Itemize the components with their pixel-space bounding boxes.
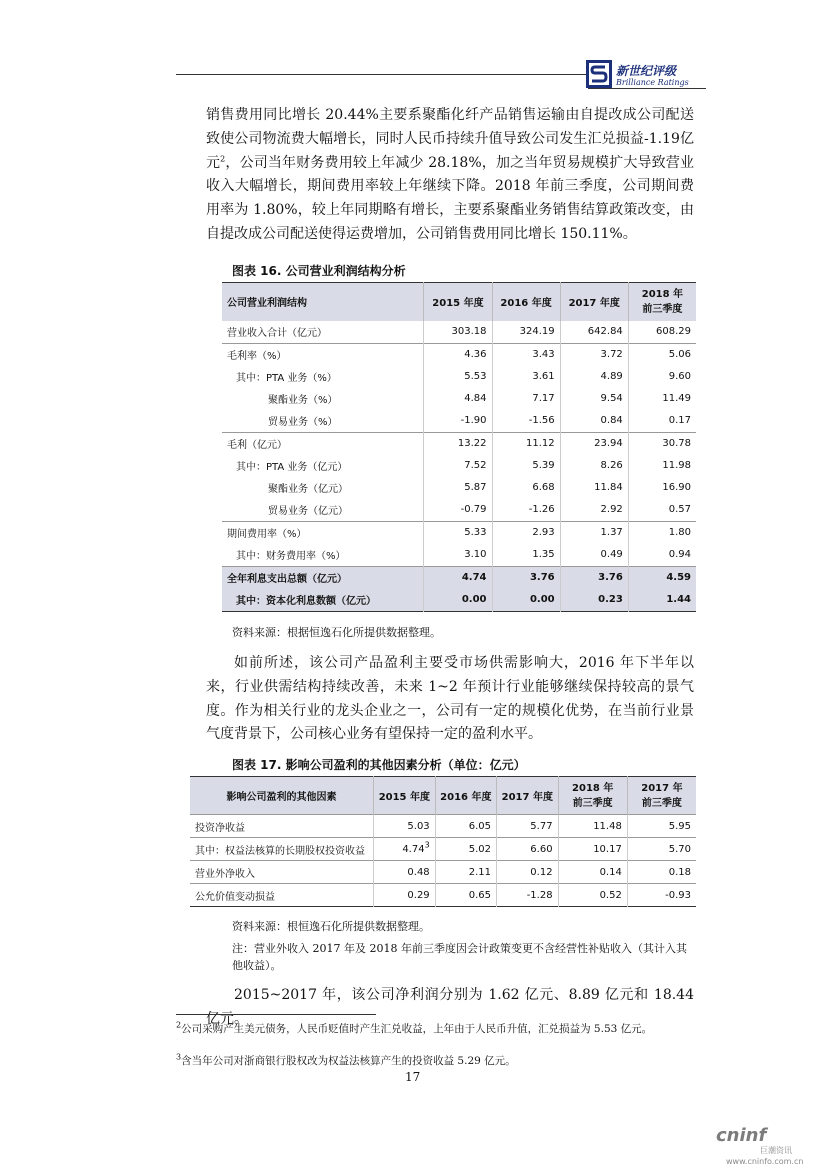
table-row [190, 884, 696, 907]
table-17-cell: 5.03 [374, 815, 436, 838]
table-16-cell: 3.76 [560, 566, 628, 589]
table-16-row-label: 毛利率（%） [222, 343, 424, 366]
table-16-cell: 7.17 [492, 388, 560, 410]
table-17-row-label: 投资净收益 [190, 815, 374, 838]
table-17-row-label: 公允价值变动损益 [190, 884, 374, 907]
table-16-cell: 608.29 [628, 321, 696, 344]
table-17-cell: 0.29 [374, 884, 436, 907]
table-row [222, 410, 696, 433]
paragraph-1-text-a: 销售费用同比增长 20.44%主要系聚酯化纤产品销售运输由自提改成公司配送致使公司物流费大幅增长，同时人民币持续升值导致公司发生汇兑损益-1.19亿元 [206, 107, 694, 171]
table-row [222, 432, 696, 455]
table-17-note: 注：营业外收入 2017 年及 2018 年前三季度因会计政策变更不含经营性补贴收入（其计入其他收益）。 [232, 942, 687, 972]
table-16-cell: 9.54 [560, 388, 628, 410]
table-17-cell: 5.02 [435, 838, 496, 861]
watermark-logo: cninf [716, 1125, 767, 1146]
table-17-cell: 10.17 [558, 838, 627, 861]
table-16-header-1: 2015 年度 [424, 283, 492, 321]
table-row [190, 861, 696, 884]
table-17-header-5: 2017 年 前三季度 [627, 777, 696, 815]
footnote-2-num: 2 [176, 1020, 182, 1030]
table-16-row-label: 贸易业务（%） [268, 417, 338, 428]
table-17-cell: 6.60 [497, 838, 559, 861]
brand-logo-icon [586, 60, 612, 88]
table-17-cell: -1.28 [497, 884, 559, 907]
table-17-cell: 5.70 [627, 838, 696, 861]
page-number: 17 [405, 1070, 421, 1084]
paragraph-3-text: 2015~2017 年，该公司净利润分别为 1.62 亿元、8.89 亿元和 18.44 亿元。 [206, 987, 694, 1027]
table-16-cell: -1.90 [424, 410, 492, 433]
footnote-2-text: 公司采购产生美元债务，人民币贬值时产生汇兑收益，上年由于人民币升值，汇兑损益为 5.53 亿元。 [181, 1023, 653, 1035]
table-16-cell: 4.36 [424, 343, 492, 366]
table-row [222, 521, 696, 544]
footnote-2 [176, 1022, 696, 1037]
table-16-cell: 0.23 [560, 589, 628, 612]
table-16-cell: 3.61 [492, 366, 560, 388]
table-16-cell: 11.49 [628, 388, 696, 410]
figure-17-title: 图表 17. 影响公司盈利的其他因素分析（单位：亿元） [232, 758, 526, 772]
table-16-row-label: 聚酯业务（%） [268, 395, 338, 406]
table-16-cell: 11.84 [560, 477, 628, 499]
table-16-cell: 23.94 [560, 432, 628, 455]
paragraph-2-text: 如前所述，该公司产品盈利主要受市场供需影响大，2016 年下半年以来，行业供需结构持续改善，未来 1~2 年预计行业能够继续保持较高的景气度。作为相关行业的龙头企业之一，公司有一定的规模化优势，在当前行业景气度背景下，公司核心业务有望保持一定的盈利水平。 [206, 655, 694, 743]
footnote-rule [176, 1014, 376, 1015]
table-17-cell: 0.14 [558, 861, 627, 884]
table-17-header-0: 影响公司盈利的其他因素 [190, 777, 374, 815]
table-16-cell: 4.89 [560, 366, 628, 388]
footnote-3-text: 含当年公司对浙商银行股权改为权益法核算产生的投资收益 5.29 亿元。 [181, 1055, 516, 1067]
table-17-cell: 0.18 [627, 861, 696, 884]
table-16-cell: 2.92 [560, 499, 628, 522]
brand-logo-en: Brilliance Ratings [616, 78, 689, 87]
table-16-cell: -1.26 [492, 499, 560, 522]
table-17-cell [374, 838, 436, 861]
table-16-cell: 0.94 [628, 544, 696, 567]
table-16-cell: 0.00 [492, 589, 560, 612]
table-16-header-3: 2017 年度 [560, 283, 628, 321]
table-16-cell: 8.26 [560, 455, 628, 477]
table-16-row-label: 其中：PTA 业务（亿元） [236, 462, 348, 473]
table-16-cell: 4.59 [628, 566, 696, 589]
table-row [222, 366, 696, 388]
table-16-cell: 4.84 [424, 388, 492, 410]
table-16-cell: 3.10 [424, 544, 492, 567]
table-17-cell: 11.48 [558, 815, 627, 838]
table-17-cell: 5.95 [627, 815, 696, 838]
brand-logo-cn: 新世纪评级 [616, 64, 677, 78]
table-16-cell: 9.60 [628, 366, 696, 388]
watermark-cn: 巨潮资讯 [760, 1146, 792, 1155]
figure-16-title: 图表 16. 公司营业利润结构分析 [232, 264, 406, 278]
table-row [222, 566, 696, 589]
table-16-row-label: 其中：PTA 业务（%） [236, 373, 337, 384]
table-17 [190, 776, 696, 907]
table-16-cell: -0.79 [424, 499, 492, 522]
table-17-header-2: 2016 年度 [435, 777, 496, 815]
table-row [222, 388, 696, 410]
table-17-header-4: 2018 年 前三季度 [558, 777, 627, 815]
watermark-url: www.cninfo.com.cn [726, 1157, 804, 1166]
table-row [190, 838, 696, 861]
table-16-cell: 3.76 [492, 566, 560, 589]
table-16-cell: 5.53 [424, 366, 492, 388]
paragraph-1-text-b: ，公司当年财务费用较上年减少 28.18%，加之当年贸易规模扩大导致营业收入大幅增长，期间费用率较上年继续下降。2018 年前三季度，公司期间费用率为 1.80%，较上年同期略有增长，主要系聚酯业务销售结算政策改变，由自提改成公司配送使得运费增加，公司销售费用同比增长 150.11%。 [206, 154, 695, 242]
table-16-header-2: 2016 年度 [492, 283, 560, 321]
table-16-header-0: 公司营业利润结构 [222, 283, 424, 321]
brand-logo [586, 60, 706, 92]
table-16-source: 资料来源：根据恒逸石化所提供数据整理。 [232, 626, 441, 639]
table-row [222, 343, 696, 366]
table-16-cell: 1.80 [628, 521, 696, 544]
table-16-row-label: 其中：资本化利息数额（亿元） [222, 589, 424, 612]
table-16-row-label: 毛利（亿元） [222, 432, 424, 455]
header-rule [176, 74, 588, 75]
table-16-cell: 13.22 [424, 432, 492, 455]
watermark [716, 1125, 820, 1166]
table-16-cell: 30.78 [628, 432, 696, 455]
table-16-cell: 16.90 [628, 477, 696, 499]
table-17-cell: 0.65 [435, 884, 496, 907]
table-16-cell: 1.35 [492, 544, 560, 567]
table-row [222, 499, 696, 522]
table-17-cell: 0.52 [558, 884, 627, 907]
footnote-ref-2: 2 [220, 153, 226, 163]
table-16-cell: 3.72 [560, 343, 628, 366]
table-17-cell: 0.12 [497, 861, 559, 884]
footnote-3-num: 3 [176, 1052, 182, 1062]
table-17-cell: 5.77 [497, 815, 559, 838]
table-16-cell: 4.74 [424, 566, 492, 589]
table-16-row-label: 其中：财务费用率（%） [236, 551, 346, 562]
table-16-cell: 5.39 [492, 455, 560, 477]
table-16-row-label: 聚酯业务（亿元） [268, 484, 348, 495]
table-17-row-label: 营业外净收入 [190, 861, 374, 884]
table-16-cell: 642.84 [560, 321, 628, 344]
table-16-cell: 11.98 [628, 455, 696, 477]
table-16-row-label: 全年利息支出总额（亿元） [222, 566, 424, 589]
table-16-header-4: 2018 年 前三季度 [628, 283, 696, 321]
table-16-cell: 324.19 [492, 321, 560, 344]
table-row [222, 455, 696, 477]
table-16-cell: 0.49 [560, 544, 628, 567]
table-16-cell: 5.06 [628, 343, 696, 366]
table-row [190, 815, 696, 838]
table-17-source: 资料来源：根恒逸石化所提供数据整理。 [232, 920, 430, 933]
table-16-row-label: 贸易业务（亿元） [268, 506, 348, 517]
table-17-cell: 2.11 [435, 861, 496, 884]
table-16-cell: 0.84 [560, 410, 628, 433]
table-17-cell: 0.48 [374, 861, 436, 884]
table-row [222, 544, 696, 567]
table-row [222, 477, 696, 499]
table-17-cell: 6.05 [435, 815, 496, 838]
table-16-cell: 303.18 [424, 321, 492, 344]
table-17-row-label: 其中：权益法核算的长期股权投资收益 [190, 838, 374, 861]
paragraph-2 [206, 652, 694, 747]
table-16-cell: 6.68 [492, 477, 560, 499]
table-16-cell: 0.00 [424, 589, 492, 612]
table-16-cell: 7.52 [424, 455, 492, 477]
table-16-cell: 5.33 [424, 521, 492, 544]
table-row [222, 321, 696, 344]
table-16 [222, 282, 696, 612]
table-17-cell-value: 4.74 [402, 843, 425, 855]
table-17-cell: -0.93 [627, 884, 696, 907]
table-16-cell: 2.93 [492, 521, 560, 544]
table-16-row-label: 营业收入合计（亿元） [227, 328, 327, 339]
table-16-cell: 0.17 [628, 410, 696, 433]
table-16-cell: 1.44 [628, 589, 696, 612]
table-17-header-3: 2017 年度 [497, 777, 559, 815]
table-16-cell: 5.87 [424, 477, 492, 499]
table-16-row-label: 期间费用率（%） [222, 521, 424, 544]
paragraph-1 [206, 104, 694, 247]
table-16-cell: 0.57 [628, 499, 696, 522]
table-16-cell: -1.56 [492, 410, 560, 433]
table-16-cell: 1.37 [560, 521, 628, 544]
table-row [222, 589, 696, 612]
footnote-ref-3: 3 [424, 840, 430, 850]
table-16-cell: 3.43 [492, 343, 560, 366]
table-16-cell: 11.12 [492, 432, 560, 455]
footnote-3 [176, 1054, 696, 1069]
table-17-header-1: 2015 年度 [374, 777, 436, 815]
